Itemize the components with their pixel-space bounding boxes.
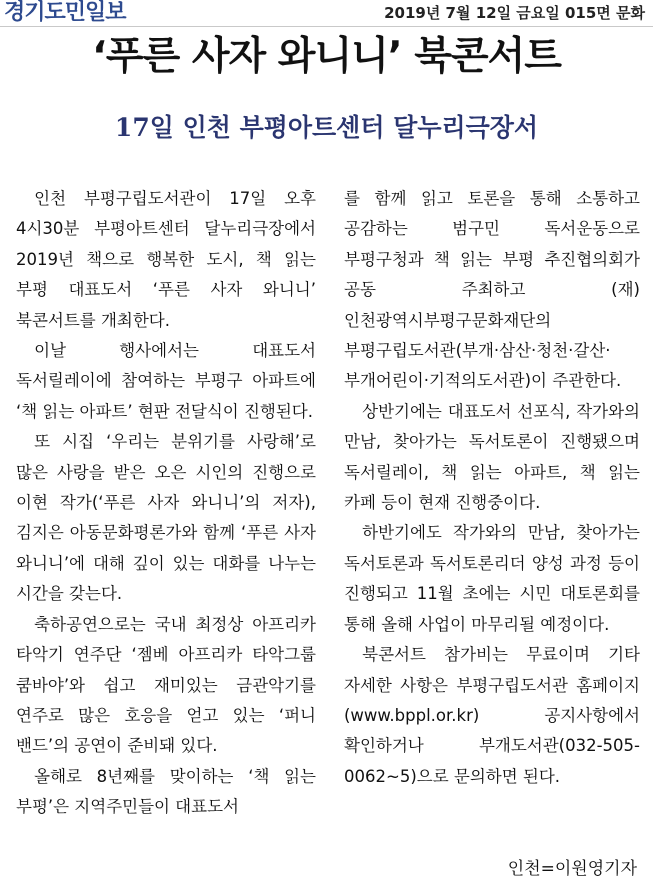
paragraph: 올해로 8년째를 맞이하는 ‘책 읽는 부평’은 지역주민들이 대표도서	[16, 766, 316, 817]
subheadline: 17일 인천 부평아트센터 달누리극장서	[114, 113, 539, 142]
paragraph: 상반기에는 대표도서 선포식, 작가와의 만남, 찾아가는 독서토론이 진행됐으며 독서릴레이, 책 읽는 아파트, 책 읽는 카페 등이 현재 진행중이다.	[344, 401, 640, 513]
article-column-left	[16, 184, 316, 823]
newspaper-logo: 경기도민일보	[4, 0, 126, 25]
paragraph: 인천 부평구립도서관이 17일 오후 4시30분 부평아트센터 달누리극장에서 2019년 책으로 행복한 도시, 책 읽는 부평 대표도서 ‘푸른 사자 와니니’ 북콘서트를 개최한다.	[16, 189, 316, 330]
article-column-right	[344, 184, 640, 792]
paragraph: 또 시집 ‘우리는 분위기를 사랑해’로 많은 사랑을 받은 오은 시인의 진행으로 이현 작가(‘푸른 사자 와니니’의 저자), 김지은 아동문화평론가와 함께 ‘푸른 사자 와니니’에 대해 깊이 있는 대화를 나누는 시간을 갖는다.	[16, 432, 316, 604]
paragraph: 이날 행사에서는 대표도서 독서릴레이에 참여하는 부평구 아파트에 ‘책 읽는 아파트’ 현판 전달식이 진행된다.	[16, 341, 316, 421]
headline: ‘푸른 사자 와니니’ 북콘서트	[92, 34, 561, 79]
masthead	[0, 0, 653, 27]
paragraph: 북콘서트 참가비는 무료이며 기타 자세한 사항은 부평구립도서관 홈페이지(www.bppl.or.kr) 공지사항에서 확인하거나 부개도서관(032-505-0062~5)으로 문의하면 된다.	[344, 645, 640, 786]
issue-info: 2019년 7월 12일 금요일 015면 문화	[384, 4, 645, 22]
byline: 인천=이원영기자	[507, 859, 637, 879]
paragraph: 축하공연으로는 국내 최정상 아프리카 타악기 연주단 ‘젬베 아프리카 타악그룹 쿰바야’와 쉽고 재미있는 금관악기를 연주로 많은 호응을 얻고 있는 ‘퍼니 밴드’의 공연이 준비돼 있다.	[16, 614, 316, 756]
paragraph: 하반기에도 작가와의 만남, 찾아가는 독서토론과 독서토론리더 양성 과정 등이 진행되고 11월 초에는 시민 대토론회를 통해 올해 사업이 마무리될 예정이다.	[344, 523, 640, 634]
paragraph-continuation: 를 함께 읽고 토론을 통해 소통하고 공감하는 범구민 독서운동으로 부평구청과 책 읽는 부평 추진협의회가 공동 주최하고 (재)인천광역시부평구문화재단의 부평구립도서관(부개·삼산·청천·갈산·부개어린이·기적의도서관)이 주관한다.	[344, 189, 640, 391]
